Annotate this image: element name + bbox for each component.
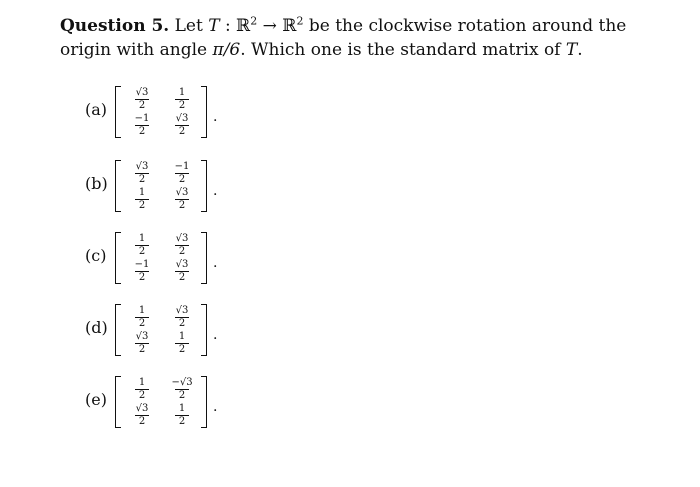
var-t: T	[565, 40, 578, 60]
matrix-cell: √3 2	[175, 259, 189, 283]
question-text	[60, 14, 670, 62]
right-bracket	[201, 160, 207, 212]
option-b[interactable]	[85, 156, 305, 216]
option-d[interactable]	[85, 300, 305, 360]
matrix-cell: 1 2	[167, 330, 197, 356]
domain-symbol: ℝ$^2$	[236, 14, 258, 36]
matrix-cell: √3 2	[135, 403, 149, 427]
option-label: (e)	[85, 390, 107, 409]
period: .	[213, 255, 218, 271]
matrix-cell: 1 2	[127, 304, 157, 330]
question-text-part: . Which one is the standard matrix of	[240, 40, 561, 60]
matrix-cell: 1 2	[167, 402, 197, 428]
period: .	[213, 109, 218, 125]
matrix-cell: √3 2	[175, 113, 189, 137]
var-t: T	[208, 16, 220, 36]
question-text-part: be the clockwise rotation around the origin with angle	[60, 16, 627, 60]
matrix-cell: 1 2	[127, 376, 157, 402]
right-bracket	[201, 304, 207, 356]
matrix-cell: √3 2	[175, 305, 189, 329]
matrix-cell: √3 2	[135, 161, 149, 185]
option-c[interactable]	[85, 228, 305, 288]
arrow-symbol: →	[262, 16, 277, 36]
matrix	[115, 300, 283, 360]
matrix-cell: −1 2	[134, 259, 150, 283]
matrix-cell: −1 2	[134, 113, 150, 137]
matrix	[115, 228, 283, 288]
right-bracket	[201, 232, 207, 284]
matrix-cell: 1 2	[167, 86, 197, 112]
period: .	[213, 183, 218, 199]
period: .	[213, 399, 218, 415]
matrix-cell: √3 2	[175, 233, 189, 257]
question-text-part: Let	[174, 16, 203, 36]
period: .	[213, 327, 218, 343]
option-label: (d)	[85, 318, 108, 337]
matrix	[115, 372, 283, 432]
colon: :	[224, 16, 231, 36]
left-bracket	[115, 86, 121, 138]
matrix-cell: −1 2	[174, 161, 190, 185]
option-a[interactable]	[85, 82, 305, 142]
matrix-cell: √3 2	[175, 187, 189, 211]
angle-value: π/6	[212, 40, 241, 60]
right-bracket	[201, 376, 207, 428]
option-label: (c)	[85, 246, 107, 265]
matrix-cell: 1 2	[127, 232, 157, 258]
left-bracket	[115, 376, 121, 428]
matrix	[115, 156, 283, 216]
left-bracket	[115, 304, 121, 356]
option-label: (a)	[85, 100, 108, 119]
question-end: .	[577, 40, 583, 60]
matrix-cell: √3 2	[135, 331, 149, 355]
matrix	[115, 82, 283, 142]
matrix-cell: −√3 2	[171, 377, 193, 401]
option-label: (b)	[85, 174, 108, 193]
left-bracket	[115, 232, 121, 284]
option-e[interactable]	[85, 372, 305, 432]
left-bracket	[115, 160, 121, 212]
matrix-cell: 1 2	[127, 186, 157, 212]
codomain-symbol: ℝ$^2$	[282, 14, 304, 36]
question-heading: Question 5.	[60, 16, 170, 36]
right-bracket	[201, 86, 207, 138]
matrix-cell: √3 2	[135, 87, 149, 111]
